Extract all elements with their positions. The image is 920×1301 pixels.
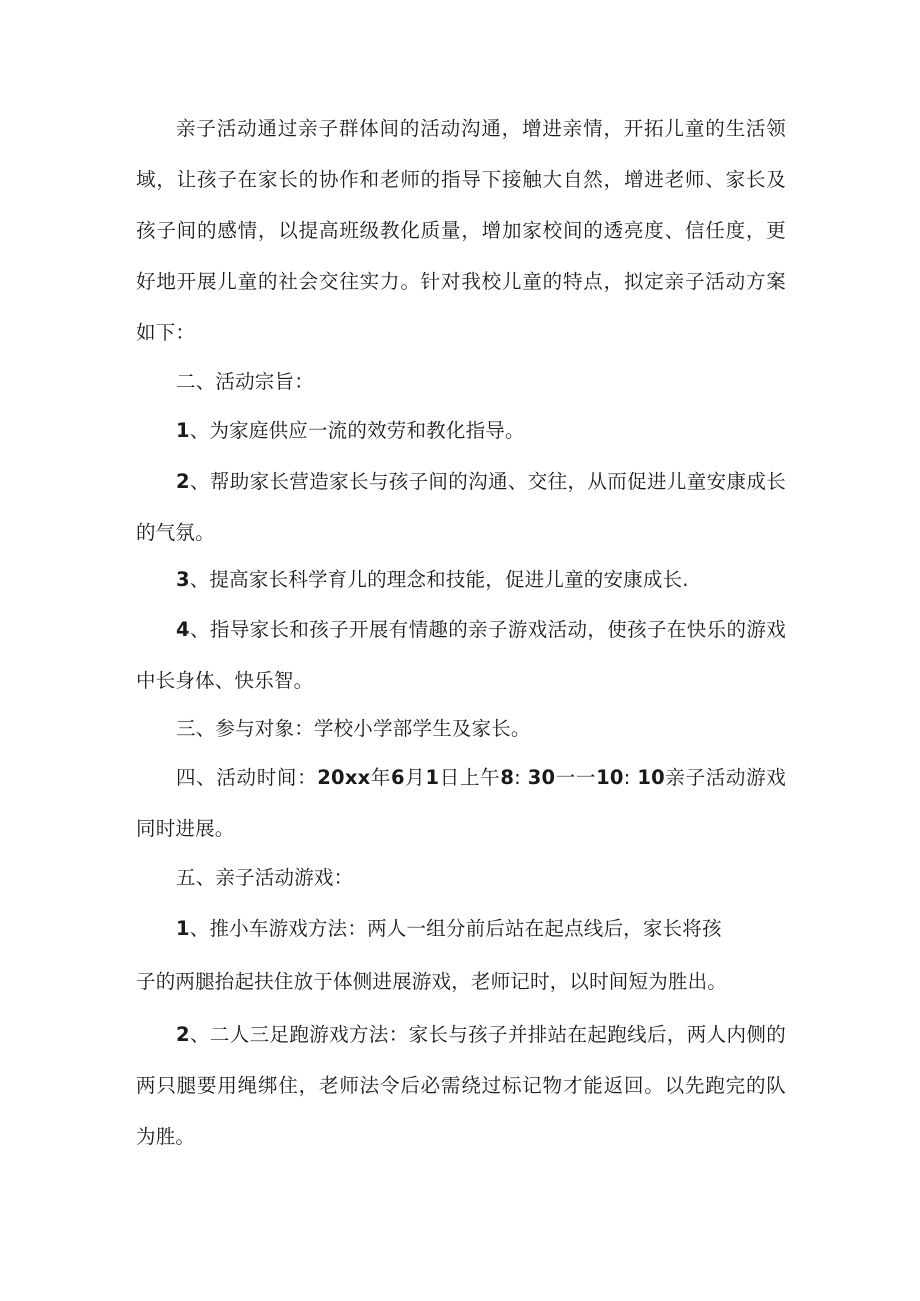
aim-item-3 — [136, 554, 786, 605]
intro-text: 亲子活动通过亲子群体间的活动沟通，增进亲情，开拓儿童的生活领域，让孩子在家长的协作和老师的指导下接触大自然，增进老师、家长及孩子间的感情，以提高班级教化质量，增加家校间的透亮度、信任度，更好地开展儿童的社会交往实力。针对我校儿童的特点，拟定亲子活动方案如下： — [136, 117, 786, 344]
end-hour: 10 — [596, 766, 624, 789]
game1-line1-text: 、推小车游戏方法：两人一组分前后站在起点线后，家长将孩 — [189, 917, 722, 940]
section2-heading-text: 二、活动宗旨： — [176, 370, 314, 393]
aim-item-4 — [136, 604, 786, 706]
game-item-2 — [136, 1009, 786, 1162]
colon: : — [623, 766, 638, 789]
day-value: 1 — [425, 766, 440, 789]
game2-text: 、二人三足跑游戏方法：家长与孩子并排站在起跑线后，两人内侧的两只腿要用绳绑住，老师法令后必需绕过标记物才能返回。以先跑完的队为胜。 — [136, 1023, 786, 1148]
aim-item-2 — [136, 456, 786, 558]
year-value: 20xx — [317, 766, 371, 789]
start-minute: 30 — [527, 766, 556, 789]
section2-heading — [136, 356, 786, 407]
section3-text: 三、参与对象：学校小学部学生及家长。 — [176, 717, 531, 740]
time-dash: 一一 — [555, 766, 597, 789]
aim-text: 、帮助家长营造家长与孩子间的沟通、交往，从而促进儿童安康成长的气氛。 — [136, 470, 786, 544]
section4-rest: 亲子活动游戏同时进展。 — [136, 766, 787, 840]
section4-paragraph — [136, 752, 786, 854]
day-char: 日上午 — [439, 766, 501, 789]
section5-heading — [136, 852, 786, 903]
aim-item-1 — [136, 405, 786, 456]
game1-line1 — [136, 903, 786, 954]
year-char: 年 — [370, 766, 392, 789]
section5-heading-text: 五、亲子活动游戏： — [176, 866, 354, 889]
aim-number: 2 — [176, 470, 190, 493]
intro-paragraph — [136, 103, 786, 358]
month-char: 月 — [404, 766, 426, 789]
end-minute: 10 — [637, 766, 665, 789]
section4-label: 四、活动时间： — [176, 766, 318, 789]
aim-text: 、为家庭供应一流的效劳和教化指导。 — [189, 419, 525, 442]
aim-number: 4 — [176, 618, 190, 641]
game1-line2: 子的两腿抬起扶住放于体侧进展游戏，老师记时，以时间短为胜出。 — [136, 970, 728, 993]
section3-paragraph — [136, 703, 786, 754]
month-value: 6 — [391, 766, 405, 789]
game-item-1 — [136, 903, 786, 1007]
aim-number: 3 — [176, 568, 190, 591]
aim-number: 1 — [176, 419, 190, 442]
game-number: 2 — [176, 1023, 190, 1046]
start-hour: 8 — [500, 766, 515, 789]
aim-text: 、提高家长科学育儿的理念和技能，促进儿童的安康成长. — [189, 568, 689, 591]
game-number: 1 — [176, 917, 190, 940]
aim-text: 、指导家长和孩子开展有情趣的亲子游戏活动，使孩子在快乐的游戏中长身体、快乐智。 — [136, 618, 786, 692]
colon: : — [514, 766, 528, 789]
